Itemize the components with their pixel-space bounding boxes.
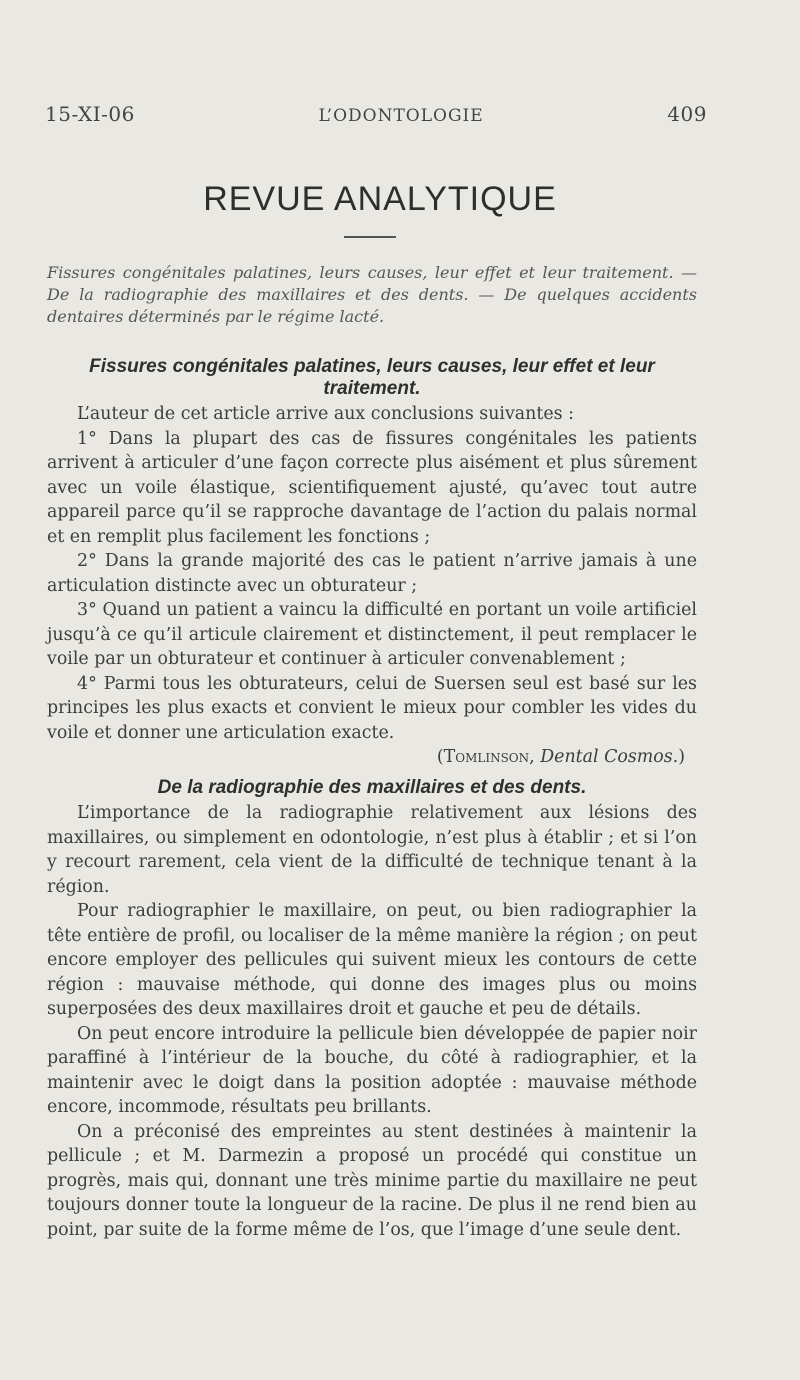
journal-title: L’ODONTOLOGIE [318,106,484,126]
paragraph: L’importance de la radiographie relativement aux lésions des maxillaires, ou simplement en odontologie, n’est plus à établir ; et si l’on y recourt rarement, cela vient de la difficulté de technique tenant à la région. [47,803,697,897]
section-body-fissures [47,402,697,770]
page-number: 409 [667,102,707,126]
page-title: REVUE ANALYTIQUE [203,180,557,218]
section-heading-radiographie: De la radiographie des maxillaires et des dents. [157,777,587,798]
contents-summary: Fissures congénitales palatines, leurs causes, leur effet et leur traitement. — De la radiographie des maxillaires et des dents. — De quelques accidents dentaires déterminés par le régime lacté. [47,263,697,326]
paragraph: On a préconisé des empreintes au stent destinées à maintenir la pellicule ; et M. Darmezin a proposé un procédé qui constitue un progrès, mais qui, donnant une très minime partie du maxillaire ne peut toujours donner toute la longueur de la racine. De plus il ne rend bien au point, par suite de la forme même de l’os, que l’image d’une seule dent. [47,1121,697,1240]
section-heading-fissures: Fissures congénitales palatines, leurs causes, leur effet et leur traitement. [89,356,655,399]
paragraph: On peut encore introduire la pellicule bien développée de papier noir paraffiné à l’intérieur de la bouche, du côté à radiographier, et la maintenir avec le doigt dans la position adoptée : mauvaise méthode encore, incommode, résultats peu brillants. [47,1023,697,1117]
running-header [45,102,707,126]
issue-date: 15-XI-06 [45,102,135,126]
paragraph: 2° Dans la grande majorité des cas le patient n’arrive jamais à une articulation distincte avec un obturateur ; [47,551,697,596]
paragraph: 1° Dans la plupart des cas de fissures congénitales les patients arrivent à articuler d’une façon correcte plus aisément et plus sûrement avec un voile élastique, scientifiquement ajusté, qu’avec tout autre appareil parce qu’il se rapproche davantage de l’action du palais normal et en remplit plus facilement les fonctions ; [47,428,697,547]
paragraph: L’auteur de cet article arrive aux conclusions suivantes : [77,404,574,424]
paragraph: 4° Parmi tous les obturateurs, celui de Suersen seul est basé sur les principes les plus exacts et convient le mieux pour combler les vides du voile et donner une articulation exacte. [47,673,697,743]
paragraph: Pour radiographier le maxillaire, on peut, ou bien radiographier la tête entière de profil, ou localiser de la même manière la région ; on peut encore employer des pellicules qui suivent mieux les contours de cette région : mauvaise méthode, qui donne des images plus ou moins superposées des deux maxillaires droit et gauche et peu de détails. [47,901,697,1019]
citation-author: Tomlinson [443,747,530,767]
section-body-radiographie [47,801,697,1242]
citation: (Tomlinson, Dental Cosmos.) [436,747,685,767]
title-rule [344,236,396,238]
paragraph: 3° Quand un patient a vaincu la difficulté en portant un voile artificiel jusqu’à ce qu’il articule clairement et distinctement, il peut remplacer le voile par un obturateur et continuer à articuler convenablement ; [47,600,697,669]
citation-source: Dental Cosmos. [540,747,679,767]
